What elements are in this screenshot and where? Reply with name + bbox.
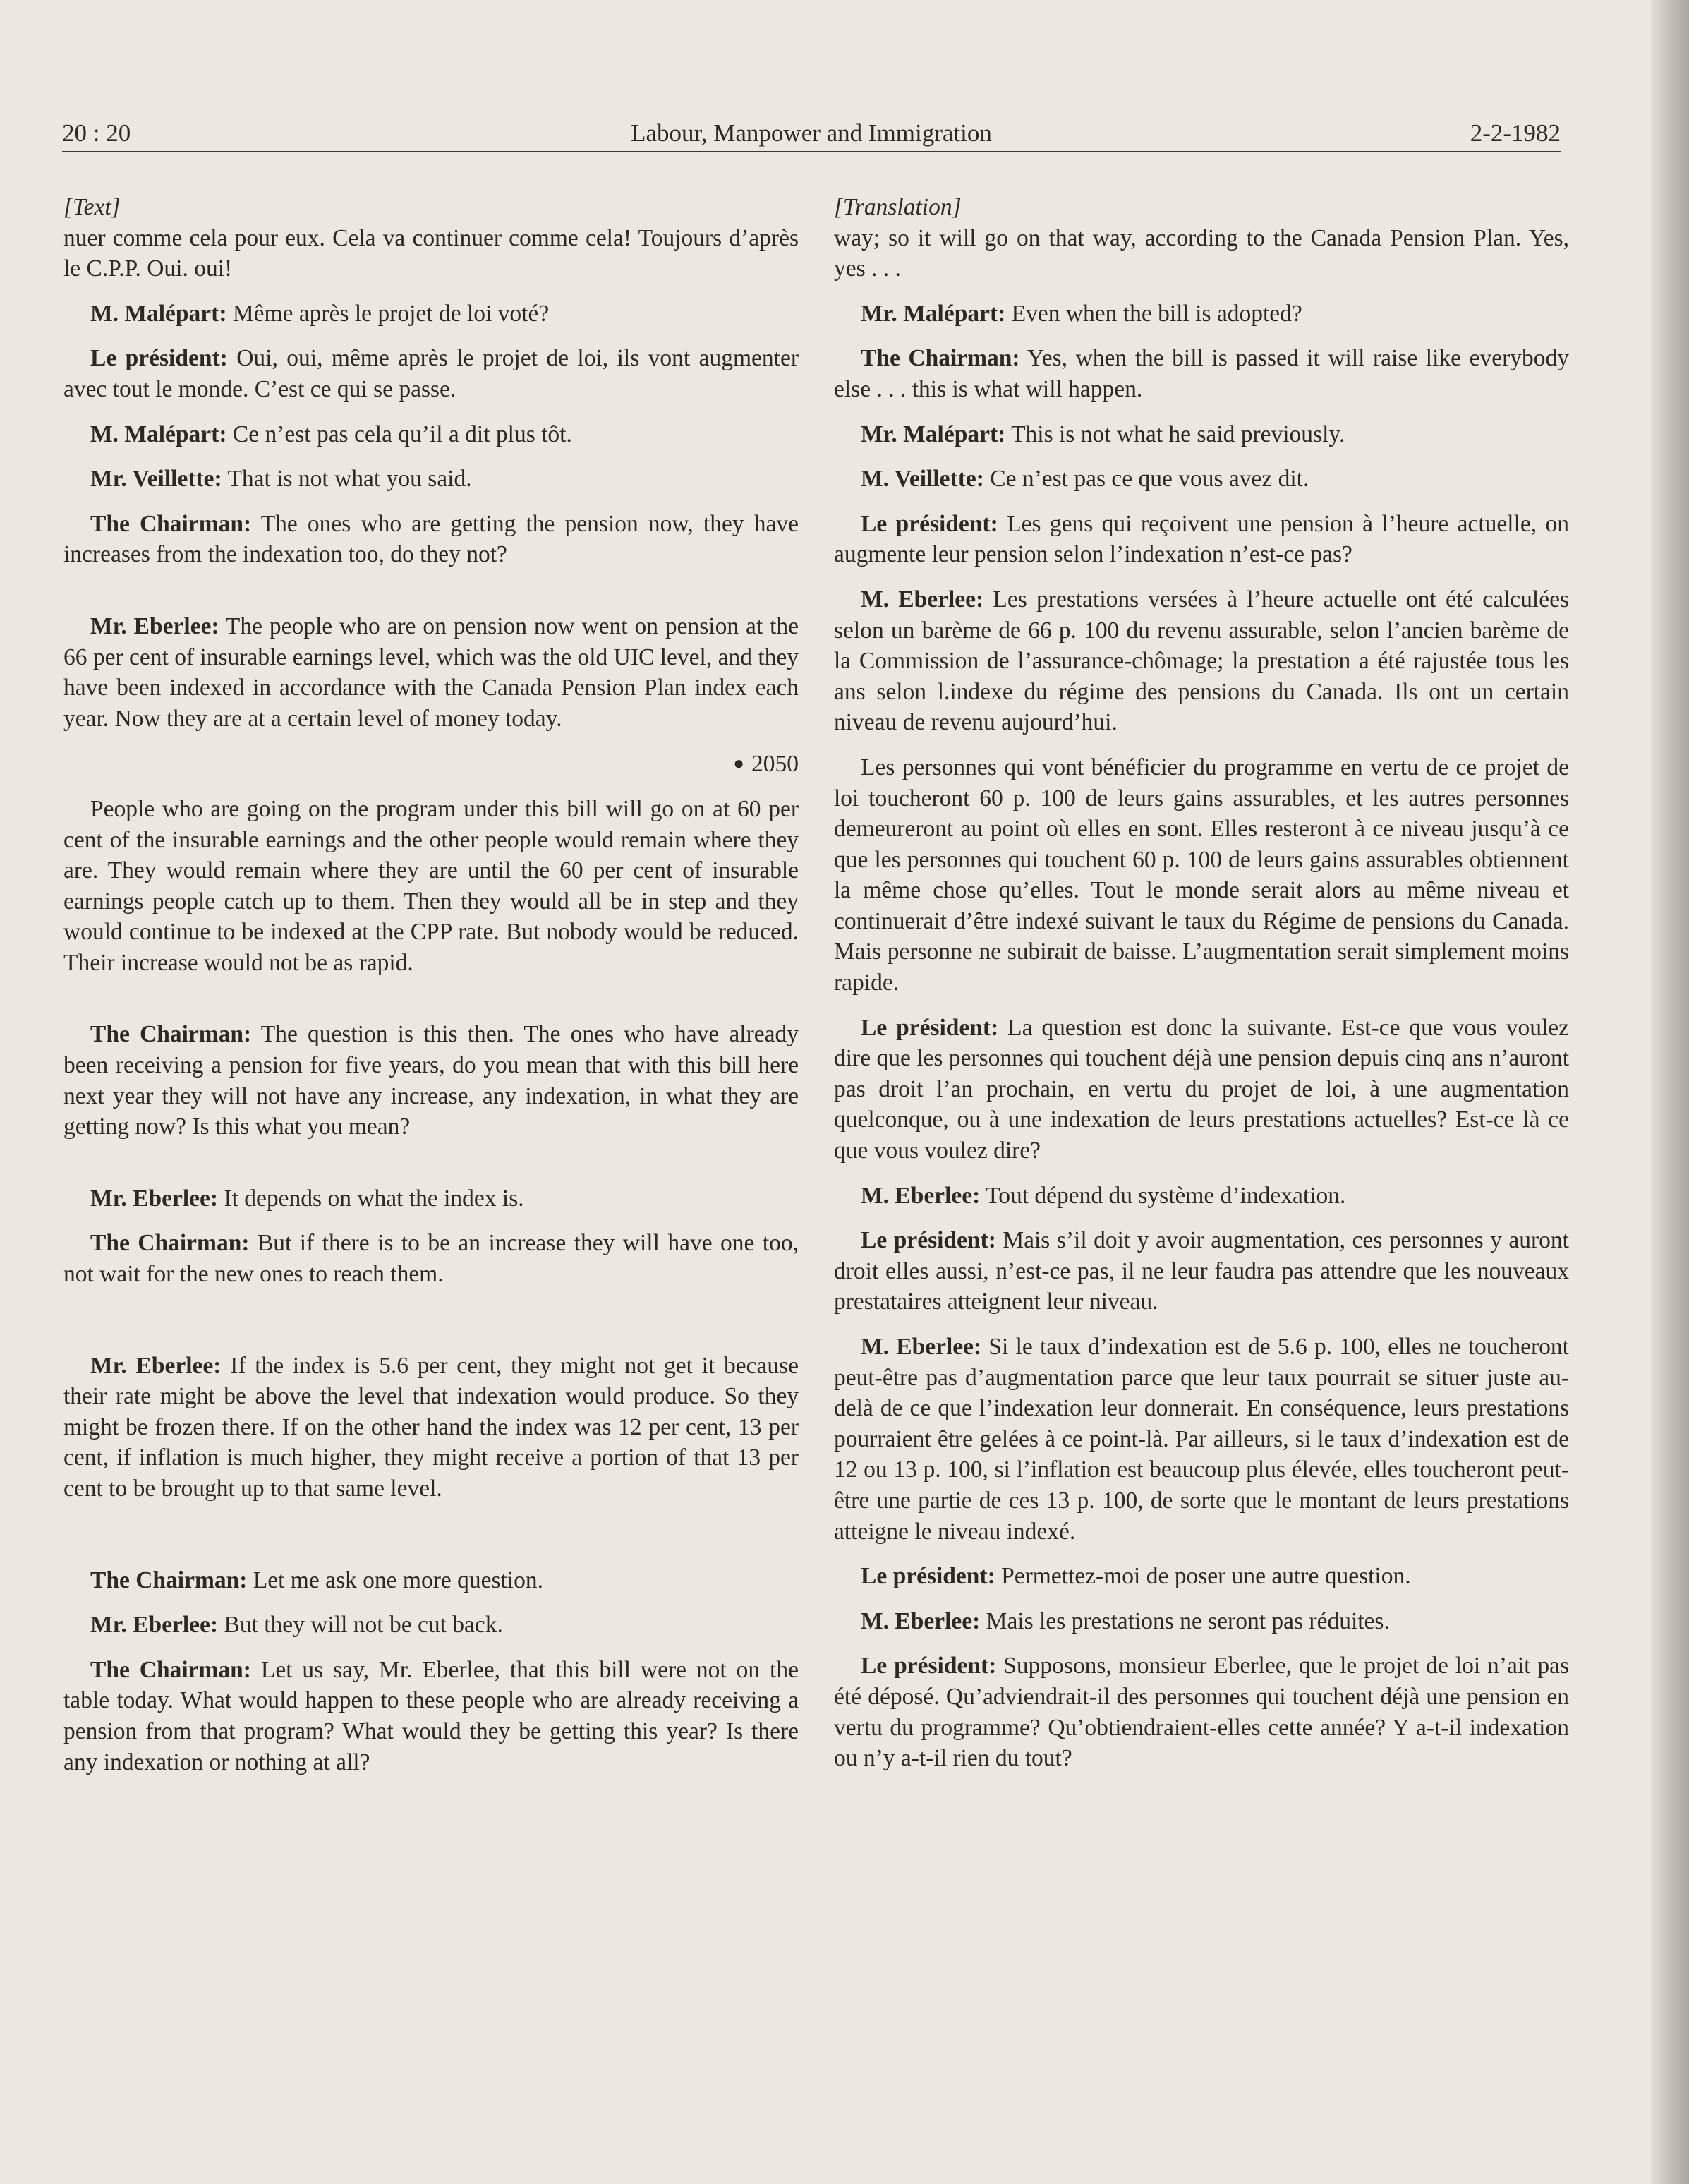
speaker-name: Mr. Eberlee:: [90, 613, 219, 639]
speaker-name: Le président:: [90, 345, 228, 372]
speech-text: If the index is 5.6 per cent, they might not get it because their rate might be above the level that indexation would produce. So they might be frozen there. If on the other hand the index was 12 per cent, 13 per cent, if inflation is much higher, they might receive a portion of that 13 per cent to be brought up to that same level.: [63, 1352, 799, 1502]
speech-text: Même après le projet de loi voté?: [232, 300, 550, 327]
speech: [63, 343, 799, 404]
left-column: [63, 192, 799, 1778]
speech-text: Les prestations versées à l’heure actuelle ont été calculées selon un barème de 66 p. 100 du revenu assurable, selon l’ancien barème de la Commission de l’assurance-chômage; la prestation a été rajustée tous les ans selon l.indexe du régime des pensions du Canada. Ils ont un certain niveau de revenu aujourd’hui.: [834, 586, 1569, 736]
speaker-name: The Chairman:: [90, 1656, 251, 1683]
speaker-name: Le président:: [861, 1563, 995, 1590]
speech-text: Tout dépend du système d’indexation.: [986, 1182, 1346, 1209]
page-edge-shadow: [1651, 0, 1689, 2184]
continued-paragraph: nuer comme cela pour eux. Cela va continuer comme cela! Toujours d’après le C.P.P. Oui. oui!: [63, 224, 799, 282]
speech-text: The question is this then. The ones who have already been receiving a pension for five years, do you mean that with this bill here next year they will not have any increase, any indexation, in what they are getting now? Is this what you mean?: [63, 1021, 799, 1140]
speech: [834, 464, 1569, 495]
speech: [63, 1610, 799, 1641]
speech: [834, 752, 1569, 999]
speech-text: Let me ask one more question.: [253, 1567, 543, 1593]
speech: [63, 464, 799, 495]
speech-text: Oui, oui, même après le projet de loi, ils vont augmenter avec tout le monde. C’est ce qui se passe.: [63, 345, 799, 402]
speech: [63, 1183, 799, 1214]
bullet-icon: ●: [733, 753, 744, 774]
speech: [834, 509, 1569, 570]
speech-text: That is not what you said.: [227, 466, 472, 493]
speech: [834, 1606, 1569, 1637]
speech: [63, 419, 799, 450]
speech-text: Let us say, Mr. Eberlee, that this bill were not on the table today. What would happen to these people who are already receiving a pension from that program? What would they be getting this year? Is there any indexation or nothing at all?: [63, 1656, 799, 1775]
time-marker: [63, 748, 799, 780]
speech: [834, 1225, 1569, 1317]
speaker-name: M. Eberlee:: [861, 586, 984, 613]
speech-text: Les gens qui reçoivent une pension à l’heure actuelle, on augmente leur pension selon l’indexation n’est-ce pas?: [834, 510, 1570, 568]
speaker-name: The Chairman:: [90, 1230, 250, 1257]
speaker-name: Le président:: [861, 1014, 999, 1041]
speech: [834, 1651, 1569, 1773]
speaker-name: M. Malépart:: [90, 300, 227, 327]
speech: [834, 298, 1569, 330]
speech: [63, 1351, 799, 1504]
speech: [63, 1228, 799, 1289]
speaker-name: M. Eberlee:: [861, 1607, 981, 1634]
speech: [834, 419, 1569, 450]
speaker-name: Mr. Veillette:: [90, 466, 222, 493]
right-column: [834, 192, 1569, 1774]
speaker-name: Le président:: [861, 1653, 997, 1679]
speech-text: But if there is to be an increase they will have one too, not wait for the new ones to reach them.: [63, 1230, 799, 1288]
speech: [834, 1013, 1569, 1166]
speech-text: The ones who are getting the pension now, they have increases from the indexation too, do they not?: [63, 510, 799, 568]
speech-text: People who are going on the program under this bill will go on at 60 per cent of the insurable earnings and the other people would remain where they are. They would remain where they are until the 60 per cent of insurable earnings people catch up to them. Then they would all be in step and they would continue to be indexed at the CPP rate. But nobody would be reduced. Their increase would not be as rapid.: [63, 795, 799, 976]
speaker-name: The Chairman:: [90, 1567, 248, 1593]
page-number: 20 : 20: [62, 119, 131, 147]
speech-text: Yes, when the bill is passed it will raise like everybody else . . . this is what will happen.: [834, 345, 1569, 402]
speech-text: Mais s’il doit y avoir augmentation, ces personnes y auront droit elles aussi, n’est-ce pas, il ne leur faudra pas attendre que les nouveaux prestataires atteignent leur niveau.: [834, 1227, 1569, 1315]
speech-text: This is not what he said previously.: [1011, 421, 1345, 447]
speaker-name: Mr. Malépart:: [861, 421, 1006, 447]
speech: [834, 584, 1569, 738]
speaker-name: M. Eberlee:: [861, 1334, 982, 1360]
speech: [834, 1181, 1569, 1212]
speaker-name: Le président:: [861, 510, 998, 537]
speech: [834, 1561, 1569, 1592]
speech-text: It depends on what the index is.: [224, 1185, 524, 1212]
running-header: [62, 116, 1561, 151]
speech: [63, 298, 799, 330]
speech: [63, 509, 799, 570]
column-tag: [Text]: [63, 194, 121, 220]
speech-text: La question est donc la suivante. Est-ce que vous voulez dire que les personnes qui touchent déjà une pension depuis cinq ans n’auront pas droit l’an prochain, en vertu du projet de loi, à une augmentation quelconque, ou à une indexation de leurs prestations actuelles? Est-ce là ce que vous voulez dire?: [834, 1014, 1570, 1164]
speech: [834, 1332, 1569, 1547]
speech-text: Ce n’est pas ce que vous avez dit.: [990, 466, 1309, 493]
speaker-name: Mr. Eberlee:: [90, 1185, 219, 1212]
speech: [63, 794, 799, 979]
speech-text: Permettez-moi de poser une autre question.: [1001, 1563, 1411, 1590]
speaker-name: The Chairman:: [861, 345, 1020, 372]
speech: [63, 611, 799, 734]
speaker-name: M. Eberlee:: [861, 1182, 981, 1209]
speaker-name: M. Malépart:: [90, 421, 227, 447]
speaker-name: Mr. Eberlee:: [90, 1352, 222, 1379]
speech-text: Even when the bill is adopted?: [1011, 300, 1302, 327]
speech-text: Les personnes qui vont bénéficier du programme en vertu de ce projet de loi toucheront 60 p. 100 de leurs gains assurables, et les autres personnes demeureront au point où elles en sont. Elles resteront à ce niveau jusqu’à ce que les personnes qui touchent 60 p. 100 de leurs gains assurables obtiennent la même chose qu’elles. Tout le monde serait alors au même niveau et continuerait d’être indexé suivant le taux du Régime de pensions du Canada. Mais personne ne subirait de baisse. L’augmentation serait simplement moins rapide.: [834, 754, 1569, 996]
speaker-name: Mr. Eberlee:: [90, 1612, 219, 1639]
speech-text: But they will not be cut back.: [224, 1612, 503, 1639]
speech-text: Ce n’est pas cela qu’il a dit plus tôt.: [232, 421, 572, 447]
speech: [63, 1565, 799, 1596]
time-marker-value: 2050: [751, 751, 799, 778]
speech-text: The people who are on pension now went on pension at the 66 per cent of insurable earnings level, which was the old UIC level, and they have been indexed in accordance with the Canada Pension Plan index each year. Now they are at a certain level of money today.: [63, 613, 799, 732]
speaker-name: Le président:: [861, 1227, 996, 1254]
speaker-name: The Chairman:: [90, 510, 252, 537]
speech-text: Supposons, monsieur Eberlee, que le projet de loi n’ait pas été déposé. Qu’adviendrait-il des personnes qui touchent déjà une pension en vertu du programme? Qu’obtiendraient-elles cette année? Y a-t-il indexation ou n’y a-t-il rien du tout?: [834, 1653, 1569, 1772]
speech: [63, 1655, 799, 1778]
continued-paragraph: way; so it will go on that way, according to the Canada Pension Plan. Yes, yes . . .: [834, 224, 1569, 282]
issue-date: 2-2-1982: [1470, 119, 1561, 147]
speech: [834, 343, 1569, 404]
publication-title: Labour, Manpower and Immigration: [631, 119, 992, 147]
speech: [63, 1019, 799, 1142]
column-tag: [Translation]: [834, 194, 962, 220]
speaker-name: The Chairman:: [90, 1021, 252, 1048]
speaker-name: Mr. Malépart:: [861, 300, 1006, 327]
header-rule: [62, 151, 1561, 152]
speech-text: Si le taux d’indexation est de 5.6 p. 100, elles ne toucheront peut-être pas d’augmentation parce que leur taux pourrait se situer juste au-delà de ce que l’indexation leur donnerait. En conséquence, leurs prestations pourraient être gelées à ce point-là. Par ailleurs, si le taux d’indexation est de 12 ou 13 p. 100, si l’inflation est beaucoup plus élevée, elles toucheront peut-être une partie de ces 13 p. 100, de sorte que le montant de leurs prestations atteigne le niveau indexé.: [834, 1334, 1569, 1545]
speaker-name: M. Veillette:: [861, 466, 984, 493]
speech-text: Mais les prestations ne seront pas réduites.: [986, 1607, 1390, 1634]
